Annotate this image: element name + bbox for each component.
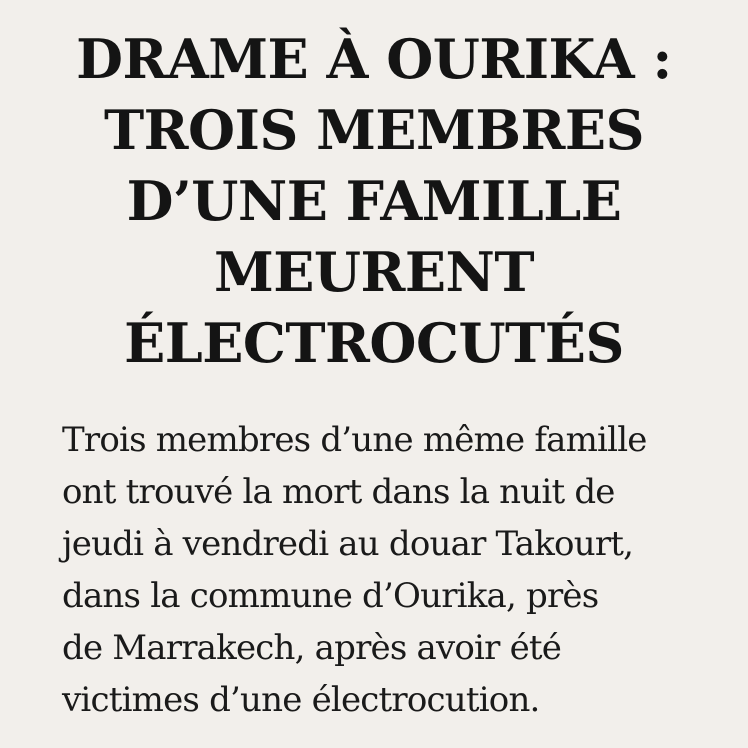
body-line: victimes d’une électrocution. (62, 680, 540, 720)
headline-line: ÉLECTROCUTÉS (124, 311, 624, 375)
body-line: jeudi à vendredi au douar Takourt, (62, 524, 634, 564)
body-line: Trois membres d’une même famille (62, 420, 647, 460)
headline-line: MEURENT (213, 240, 535, 304)
body-line: de Marrakech, après avoir été (62, 628, 562, 668)
headline-line: DRAME À OURIKA : (76, 27, 672, 91)
body-line: ont trouvé la mort dans la nuit de (62, 472, 615, 512)
body-line: dans la commune d’Ourika, près (62, 576, 599, 616)
headline-line: TROIS MEMBRES (103, 98, 645, 162)
headline-line: D’UNE FAMILLE (126, 169, 622, 233)
article-body (62, 414, 732, 726)
headline (0, 24, 748, 379)
